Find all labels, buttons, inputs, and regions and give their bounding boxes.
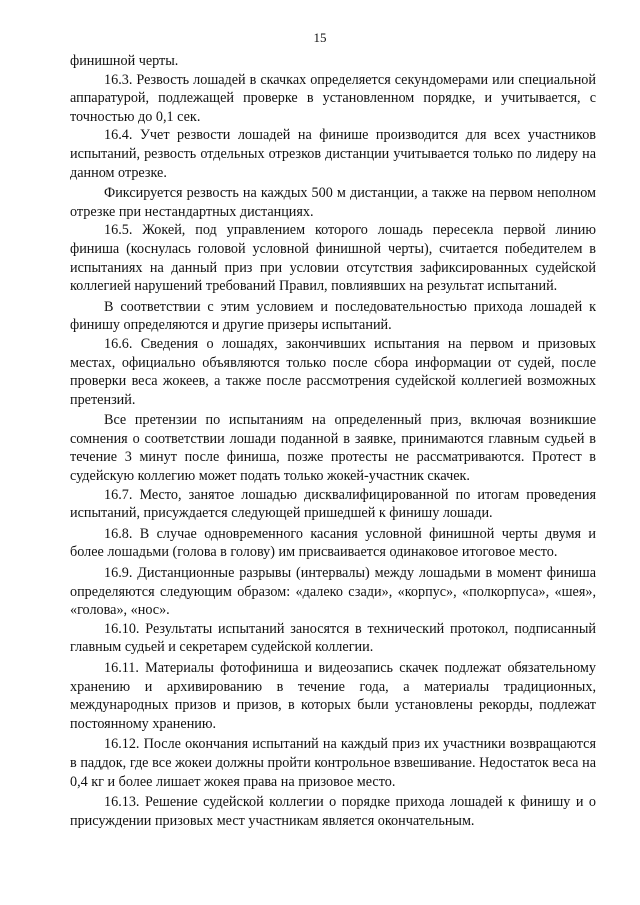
- paragraph-16-5-note: В соответствии с этим условием и последовательностью прихода лошадей к финишу определяются и другие призеры испытаний.: [70, 298, 596, 334]
- paragraph-16-5: 16.5. Жокей, под управлением которого лошадь пересекла первой линию финиша (коснулась головой условной финишной черты), считается победителем в испытаниях на данный приз при условии отсутствия зафиксированных судейской коллегией нарушений требований Правил, повлиявших на результат испытаний.: [70, 222, 596, 295]
- page-number: 15: [313, 30, 327, 45]
- paragraph-16-4: 16.4. Учет резвости лошадей на финише производится для всех участников испытаний, резвость отдельных отрезков дистанции учитывается только по лидеру на данном отрезке.: [70, 127, 596, 181]
- document-body: [70, 52, 596, 830]
- paragraph-16-3: 16.3. Резвость лошадей в скачках определяется секундомерами или специальной аппаратурой, подлежащей проверке в установленном порядке, и учитывается, с точностью до 0,1 сек.: [70, 71, 596, 125]
- paragraph-16-12: 16.12. После окончания испытаний на каждый приз их участники возвращаются в паддок, где все жокеи должны пройти контрольное взвешивание. Недостаток веса на 0,4 кг и более лишает жокея права на призовое место.: [70, 736, 596, 790]
- paragraph-16-10: 16.10. Результаты испытаний заносятся в технический протокол, подписанный главным судьей и секретарем судейской коллегии.: [70, 620, 596, 656]
- paragraph-16-7: 16.7. Место, занятое лошадью дисквалифицированной по итогам проведения испытаний, присуждается следующей пришедшей к финишу лошади.: [70, 486, 596, 522]
- paragraph-16-11: 16.11. Материалы фотофиниша и видеозапись скачек подлежат обязательному хранению и архивированию в течение года, а материалы традиционных, международных призов и призов, в которых были установлены рекорды, подлежат постоянному хранению.: [70, 660, 596, 732]
- paragraph-16-4-note: Фиксируется резвость на каждых 500 м дистанции, а также на первом неполном отрезке при нестандартных дистанциях.: [70, 185, 596, 220]
- paragraph-16-6-note: Все претензии по испытаниям на определенный приз, включая возникшие сомнения о соответствии лошади поданной в заявке, принимаются главным судьей в течение 3 минут после финиша, позже протесты не рассматриваются. Протест в судейскую коллегию может подать только жокей-участник скачек.: [70, 412, 596, 485]
- paragraph-16-6: 16.6. Сведения о лошадях, закончивших испытания на первом и призовых местах, официально объявляются только после сбора информации от судей, после проверки веса жокеев, а также после рассмотрения судейской коллегией возможных претензий.: [70, 335, 596, 408]
- paragraph-continuation: финишной черты.: [70, 53, 179, 69]
- paragraph-16-8: 16.8. В случае одновременного касания условной финишной черты двумя и более лошадьми (голова в голову) им присваивается одинаковое итоговое место.: [70, 525, 596, 561]
- paragraph-16-9: 16.9. Дистанционные разрывы (интервалы) между лошадьми в момент финиша определяются следующим образом: «далеко сзади», «корпус», «полкорпуса», «шея», «голова», «нос».: [70, 565, 596, 619]
- paragraph-16-13: 16.13. Решение судейской коллегии о порядке прихода лошадей к финишу и о присуждении призовых мест участникам является окончательным.: [70, 794, 596, 829]
